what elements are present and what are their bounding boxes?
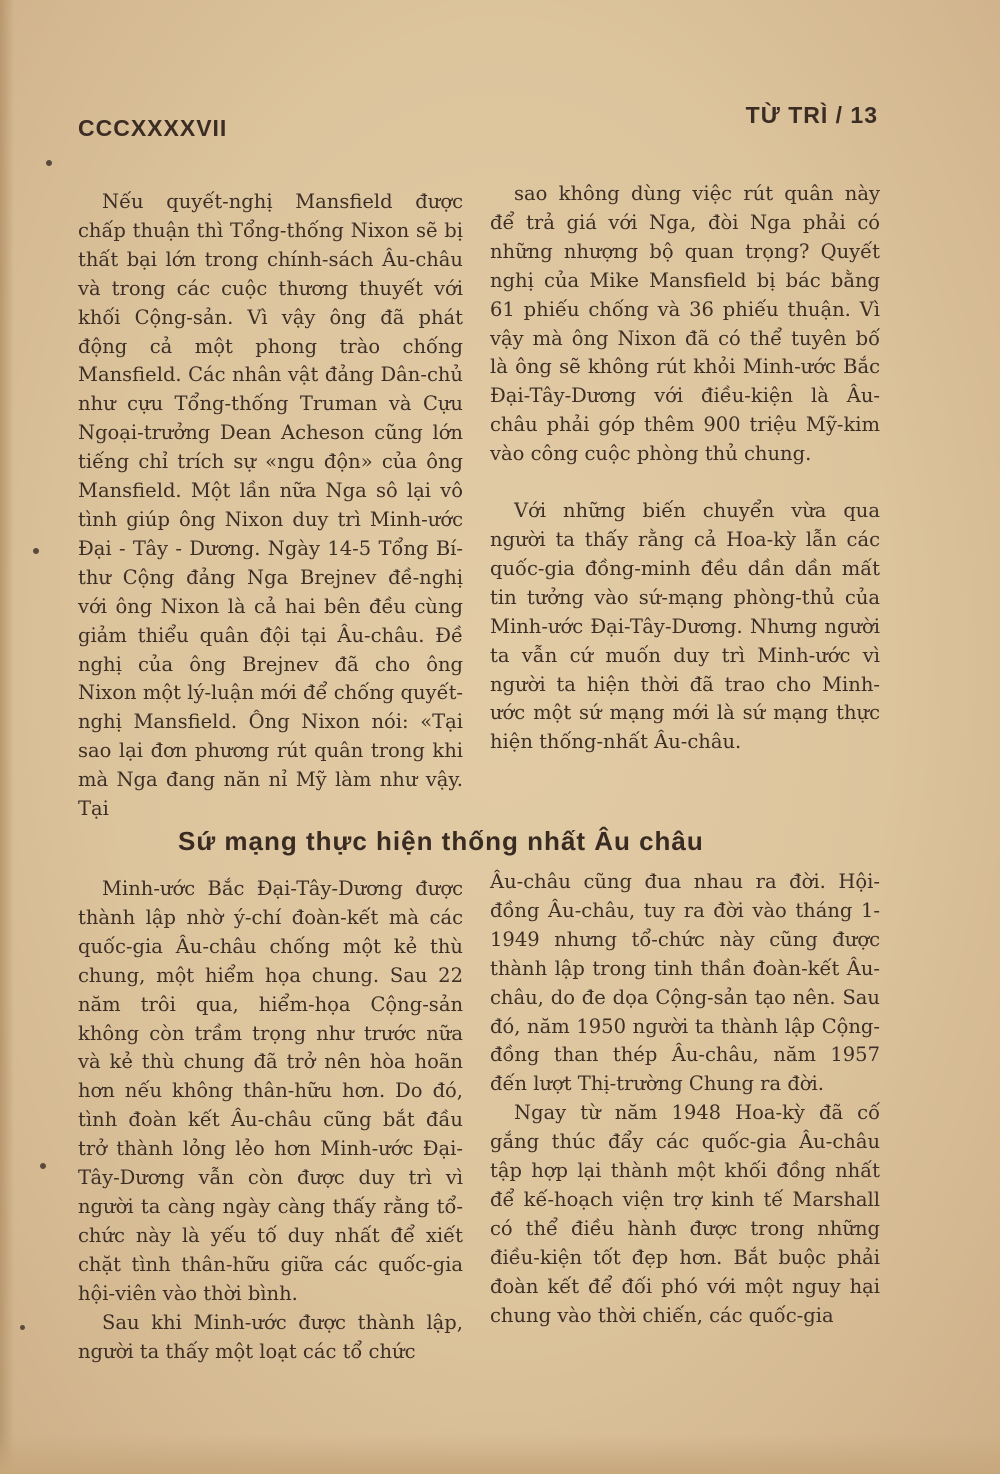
ink-speck [46, 160, 52, 166]
paragraph: Với những biến chuyển vừa qua người ta thấy rằng cả Hoa-kỳ lẫn các quốc-gia đồng-minh đều dần dần mất tin tưởng vào sứ-mạng phòng-thủ của Minh-ước Đại-Tây-Dương. Nhưng người ta vẫn cứ muốn duy trì Minh-ước vì người ta hiện thời đã trao cho Minh-ước một sứ mạng mới là sứ mạng thực hiện thống-nhất Âu-châu. [490, 499, 880, 754]
ink-speck [40, 1163, 46, 1169]
paragraph: Minh-ước Bắc Đại-Tây-Dương được thành lập nhờ ý-chí đoàn-kết mà các quốc-gia Âu-châu chống một kẻ thù chung, một hiểm họa chung. Sau 22 năm trôi qua, hiểm-họa Cộng-sản không còn trầm trọng như trước nữa và kẻ thù chung đã trở nên hòa hoãn hơn nếu không thân-hữu hơn. Do đó, tình đoàn kết Âu-châu cũng bắt đầu trở thành lỏng lẻo hơn Minh-ước Đại-Tây-Dương vẫn còn được duy trì vì người ta càng ngày càng thấy rằng tổ-chức này là yếu tố duy nhất để xiết chặt tình thân-hữu giữa các quốc-gia hội-viên vào thời bình. [78, 877, 463, 1305]
ink-speck [33, 548, 39, 554]
section-heading: Sứ mạng thực hiện thống nhất Âu châu [178, 826, 704, 856]
page-bottom-shadow [0, 1434, 1000, 1474]
page-edge-shadow [0, 0, 14, 1474]
right-column-top [490, 180, 880, 757]
paragraph: Âu-châu cũng đua nhau ra đời. Hội-đồng Âu-châu, tuy ra đời vào tháng 1-1949 nhưng tổ-chức này cũng được thành lập trong tinh thần đoàn-kết Âu-châu, do đe dọa Cộng-sản tạo nên. Sau đó, năm 1950 người ta thành lập Cộng-đồng than thép Âu-châu, năm 1957 đến lượt Thị-trường Chung ra đời. [490, 870, 880, 1096]
ink-speck [20, 1325, 25, 1330]
paragraph: Ngay từ năm 1948 Hoa-kỳ đã cố gắng thúc đẩy các quốc-gia Âu-châu tập hợp lại thành một khối đồng nhất để kế-hoạch viện trợ kinh tế Marshall có thể điều hành được trong những điều-kiện tốt đẹp hơn. Bắt buộc phải đoàn kết để đối phó với một nguy hại chung vào thời chiến, các quốc-gia [490, 1101, 880, 1327]
chapter-number: CCCXXXXVII [78, 115, 228, 141]
paragraph: sao không dùng việc rút quân này để trả giá với Nga, đòi Nga phải có những nhượng bộ quan trọng? Quyết nghị của Mike Mansfield bị bác bằng 61 phiếu chống và 36 phiếu thuận. Vì vậy mà ông Nixon đã có thể tuyên bố là ông sẽ không rút khỏi Minh-ước Bắc Đại-Tây-Dương với điều-kiện là Âu-châu phải góp thêm 900 triệu Mỹ-kim vào công cuộc phòng thủ chung. [490, 182, 880, 466]
paragraph: Nếu quyết-nghị Mansfield được chấp thuận thì Tổng-thống Nixon sẽ bị thất bại lớn trong chính-sách Âu-châu và trong các cuộc thương thuyết với khối Cộng-sản. Vì vậy ông đã phát động cả một phong trào chống Mansfield. Các nhân vật đảng Dân-chủ như cựu Tổng-thống Truman và Cựu Ngoại-trưởng Dean Acheson cũng lớn tiếng chỉ trích sự «ngu độn» của ông Mansfield. Một lần nữa Nga sô lại vô tình giúp ông Nixon duy trì Minh-ước Đại - Tây - Dương. Ngày 14-5 Tổng Bí-thư Cộng đảng Nga Brejnev đề-nghị với ông Nixon là cả hai bên đều cùng giảm thiểu quân đội tại Âu-châu. Đề nghị của ông Brejnev đã cho ông Nixon một lý-luận mới để chống quyết-nghị Mansfield. Ông Nixon nói: «Tại sao lại đơn phương rút quân trong khi mà Nga đang năn nỉ Mỹ làm như vậy. Tại [78, 190, 463, 821]
left-column-top [78, 188, 463, 824]
paragraph: Sau khi Minh-ước được thành lập, người ta thấy một loạt các tổ chức [78, 1310, 463, 1363]
left-column-bottom [78, 875, 463, 1366]
right-column-bottom [490, 868, 880, 1331]
page-header-title: TỪ TRÌ / 13 [745, 102, 878, 128]
